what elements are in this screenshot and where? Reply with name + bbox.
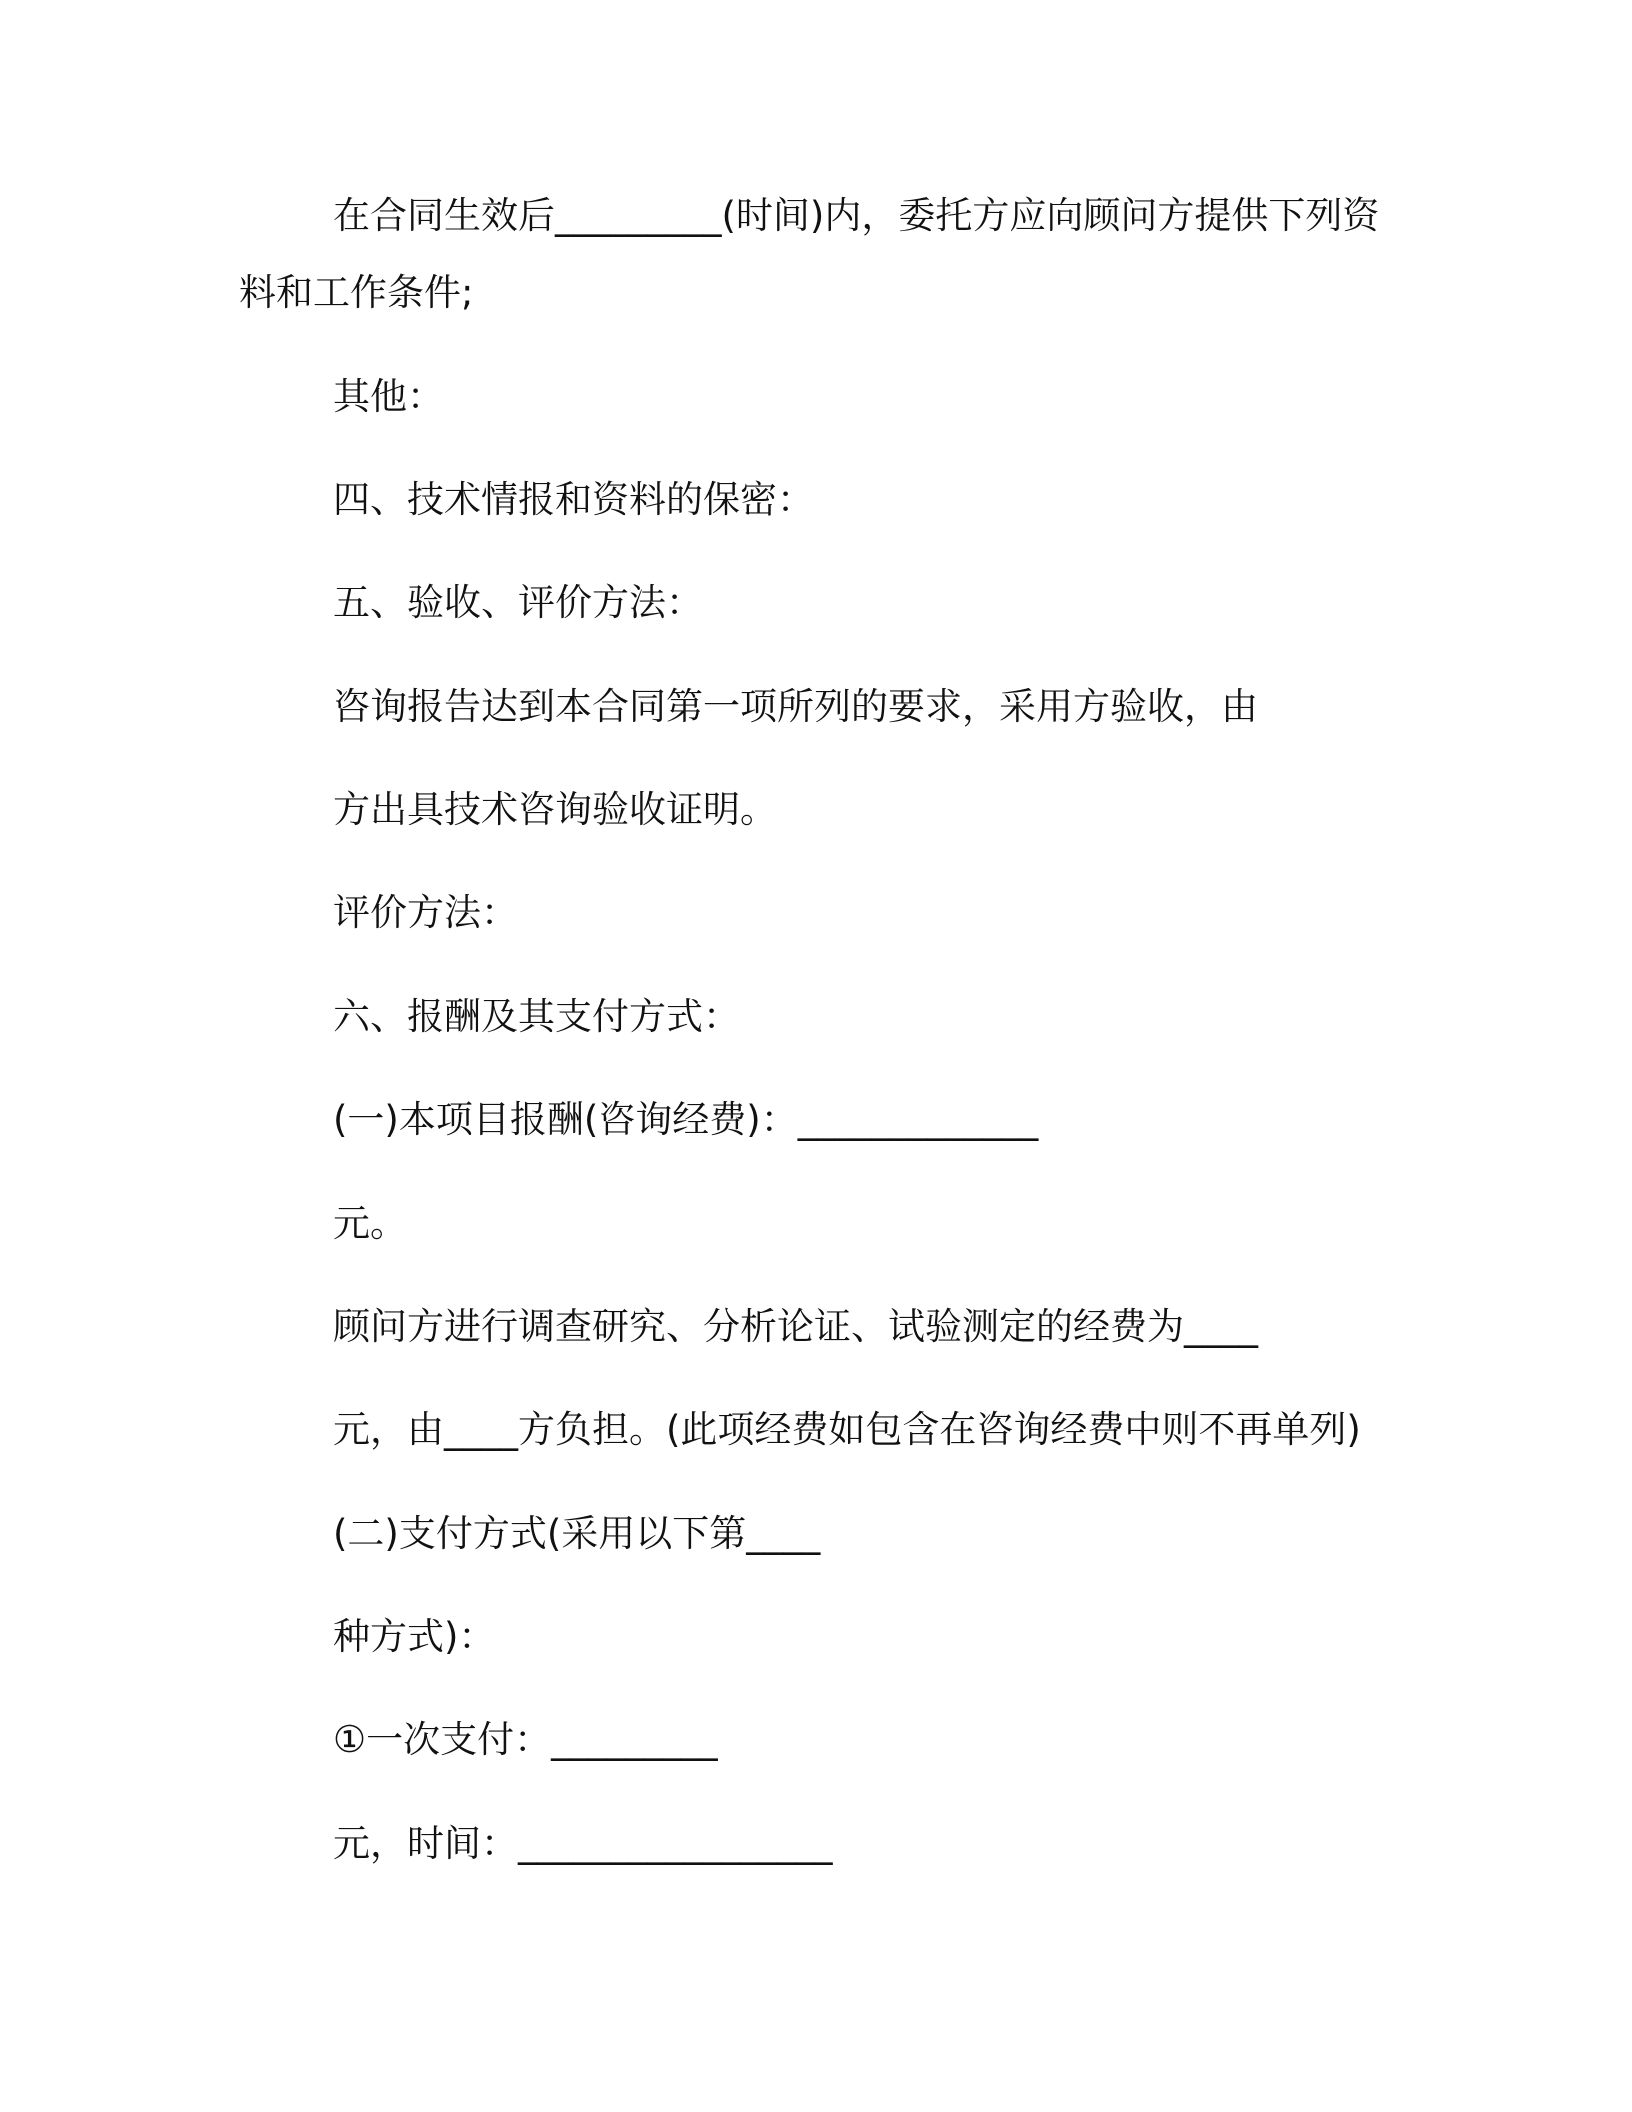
paragraph-payment-method: (二)支付方式(采用以下第____ <box>333 1512 821 1555</box>
section-heading-4: 四、技术情报和资料的保密： <box>333 478 814 521</box>
paragraph-acceptance-1: 咨询报告达到本合同第一项所列的要求，采用方验收，由 <box>333 685 1258 728</box>
paragraph-research-fee: 顾问方进行调查研究、分析论证、试验测定的经费为____ <box>333 1305 1258 1348</box>
section-heading-6: 六、报酬及其支付方式： <box>333 995 740 1038</box>
paragraph-fee-unit: 元。 <box>333 1202 407 1245</box>
section-heading-5: 五、验收、评价方法： <box>333 581 703 624</box>
paragraph-evaluation: 评价方法： <box>333 891 518 934</box>
paragraph-one-time-payment: ①一次支付：_________ <box>333 1718 718 1761</box>
paragraph-line-1: 在合同生效后_________(时间)内，委托方应向顾问方提供下列资 <box>333 194 1380 237</box>
paragraph-payment-method-2: 种方式)： <box>333 1615 496 1658</box>
paragraph-line-2: 料和工作条件; <box>239 271 474 314</box>
paragraph-research-fee-2: 元，由____方负担。(此项经费如包含在咨询经费中则不再单列) <box>333 1408 1361 1451</box>
paragraph-other: 其他： <box>333 375 444 418</box>
paragraph-acceptance-2: 方出具技术咨询验收证明。 <box>333 788 777 831</box>
paragraph-fee-1: (一)本项目报酬(咨询经费)：_____________ <box>333 1098 1039 1141</box>
paragraph-payment-time: 元，时间：_________________ <box>333 1822 833 1865</box>
